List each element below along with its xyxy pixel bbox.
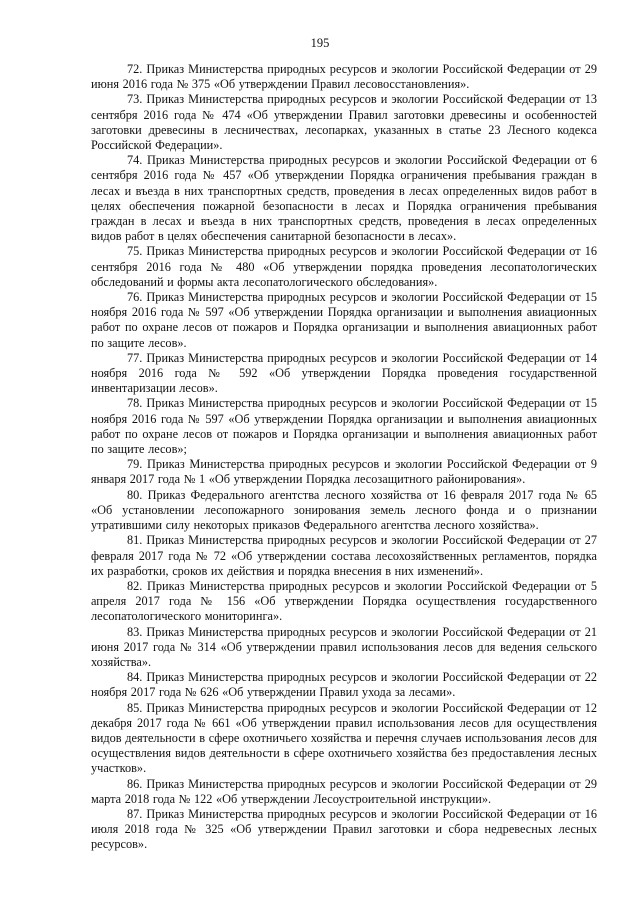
list-item-84: 84. Приказ Министерства природных ресурсов и экологии Российской Федерации от 22 ноября 2017 года № 626 «Об утверждении Правил ухода за лесами». (91, 670, 597, 700)
list-item-72: 72. Приказ Министерства природных ресурсов и экологии Российской Федерации от 29 июня 2016 года № 375 «Об утверждении Правил лесовосстановления». (91, 62, 597, 92)
list-item-79: 79. Приказ Министерства природных ресурсов и экологии Российской Федерации от 9 января 2017 года № 1 «Об утверждении Порядка лесозащитного районирования». (91, 457, 597, 487)
list-item-83: 83. Приказ Министерства природных ресурсов и экологии Российской Федерации от 21 июня 2017 года № 314 «Об утверждении правил использования лесов для ведения сельского хозяйства». (91, 624, 597, 669)
list-item-80: 80. Приказ Федерального агентства лесного хозяйства от 16 февраля 2017 года № 65 «Об установлении лесопожарного зонирования земель лесного фонда и о признании утратившими силу некоторых приказов Федерального агентства лесного хозяйства». (91, 487, 597, 533)
list-item-82: 82. Приказ Министерства природных ресурсов и экологии Российской Федерации от 5 апреля 2017 года № 156 «Об утверждении Порядка осуществления государственного лесопатологического мониторинга». (91, 578, 597, 624)
list-item-75: 75. Приказ Министерства природных ресурсов и экологии Российской Федерации от 16 сентября 2016 года № 480 «Об утверждении порядка проведения лесопатологических обследований и формы акта лесопатологического обследования». (91, 244, 597, 289)
list-item-76: 76. Приказ Министерства природных ресурсов и экологии Российской Федерации от 15 ноября 2016 года № 597 «Об утверждении Порядка организации и выполнения авиационных работ по охране лесов от пожаров и Порядка организации и выполнения авиационных работ по защите лесов». (91, 290, 597, 350)
list-item-78: 78. Приказ Министерства природных ресурсов и экологии Российской Федерации от 15 ноября 2016 года № 597 «Об утверждении Порядка организации и выполнения авиационных работ по охране лесов от пожаров и Порядка организации и выполнения авиационных работ по защите лесов»; (91, 396, 597, 457)
page-number: 195 (310, 36, 330, 50)
list-item-87: 87. Приказ Министерства природных ресурсов и экологии Российской Федерации от 16 июля 2018 года № 325 «Об утверждении Правил заготовки и сбора недревесных лесных ресурсов». (91, 806, 597, 852)
document-body (91, 62, 597, 853)
list-item-81: 81. Приказ Министерства природных ресурсов и экологии Российской Федерации от 27 февраля 2017 года № 72 «Об утверждении состава лесохозяйственных регламентов, порядка их разработки, сроков их действия и порядка внесения в них изменений». (91, 533, 597, 578)
list-item-73: 73. Приказ Министерства природных ресурсов и экологии Российской Федерации от 13 сентября 2016 года № 474 «Об утверждении Правил заготовки древесины и особенностей заготовки древесины в лесничествах, лесопарках, указанных в статье 23 Лесного кодекса Российской Федерации». (91, 92, 597, 153)
list-item-77: 77. Приказ Министерства природных ресурсов и экологии Российской Федерации от 14 ноября 2016 года № 592 «Об утверждении Порядка проведения государственной инвентаризации лесов». (91, 350, 597, 396)
list-item-86: 86. Приказ Министерства природных ресурсов и экологии Российской Федерации от 29 марта 2018 года № 122 «Об утверждении Лесоустроительной инструкции». (91, 776, 597, 806)
list-item-85: 85. Приказ Министерства природных ресурсов и экологии Российской Федерации от 12 декабря 2017 года № 661 «Об утверждении правил использования лесов для осуществления видов деятельности в сфере охотничьего хозяйства и перечня случаев использования лесов для осуществления видов деятельности в сфере охотничьего хозяйства без предоставления лесных участков». (91, 700, 597, 776)
list-item-74: 74. Приказ Министерства природных ресурсов и экологии Российской Федерации от 6 сентября 2016 года № 457 «Об утверждении Порядка ограничения пребывания граждан в лесах и въезда в них транспортных средств, проведения в лесах определенных видов работ в целях обеспечения пожарной безопасности в лесах и Порядка ограничения пребывания граждан в лесах и въезда в них транспортных средств, проведения в лесах определенных видов работ в целях обеспечения санитарной безопасности в лесах». (91, 153, 597, 244)
